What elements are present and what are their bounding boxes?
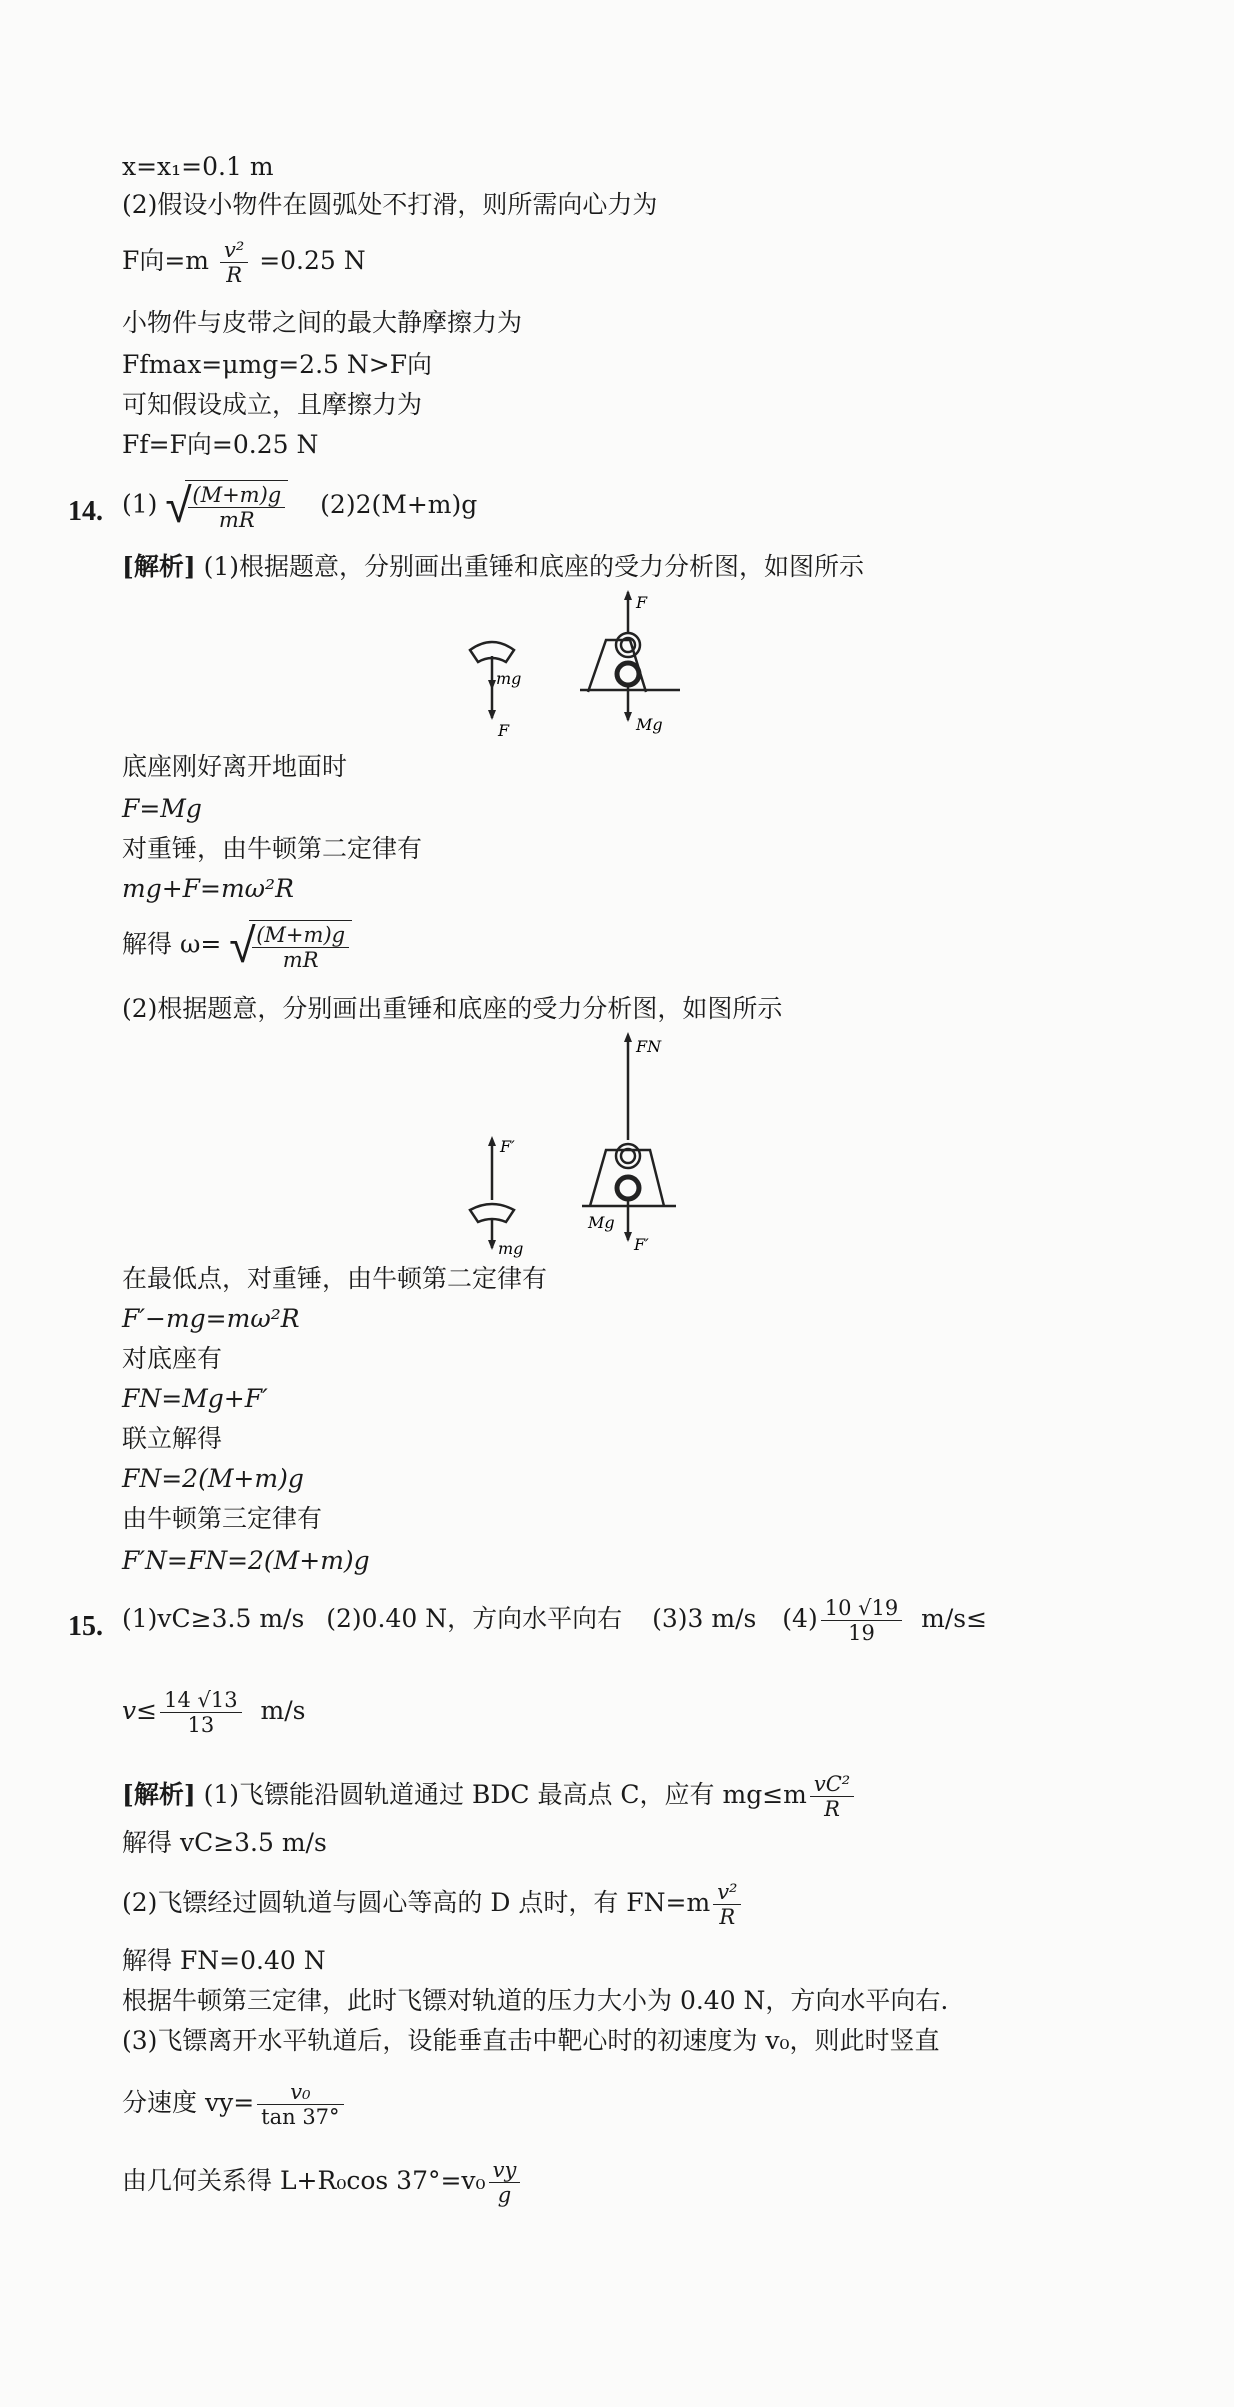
answer-part: m/s≤ — [921, 1604, 988, 1633]
fraction — [713, 1880, 741, 1929]
text-line: 由牛顿第三定律有 — [122, 1504, 323, 1533]
numerator: vy — [492, 2158, 517, 2182]
answer-line — [122, 1688, 306, 1737]
equation-line: 解得 FN=0.40 N — [122, 1946, 326, 1975]
denominator: mR — [188, 507, 285, 532]
question-number: 15. — [68, 1611, 103, 1642]
arrowhead — [624, 590, 632, 600]
radical-sign: √ — [229, 918, 256, 974]
denominator: g — [489, 2182, 521, 2207]
equation-line: mg+F=mω²R — [122, 874, 294, 903]
label-Mg: Mg — [636, 715, 663, 734]
equation-line: F′N=FN=2(M+m)g — [122, 1546, 370, 1575]
text-line: 对重锤，由牛顿第二定律有 — [122, 834, 423, 863]
equation-line: FN=Mg+F′ — [122, 1384, 268, 1413]
equation-line — [122, 238, 366, 287]
denominator: mR — [252, 947, 349, 972]
answer-part: (3)3 m/s — [652, 1604, 757, 1633]
label-Mg: Mg — [588, 1213, 615, 1232]
paragraph-text: 分速度 vy= — [122, 2088, 255, 2117]
pulley-top — [616, 633, 640, 657]
force-diagram-2 — [460, 1030, 710, 1270]
numerator: v² — [717, 1880, 738, 1904]
text-line — [122, 1772, 857, 1821]
denominator: 19 — [821, 1620, 903, 1645]
text-line: 对底座有 — [122, 1344, 223, 1373]
equation-line: F=Mg — [122, 794, 202, 823]
equation-line: Ffmax=μmg=2.5 N>F向 — [122, 350, 433, 379]
label-F-down: F — [498, 721, 510, 740]
denominator: tan 37° — [257, 2104, 343, 2129]
denominator: R — [220, 262, 248, 287]
answer-part: (1) — [122, 489, 158, 519]
text-line — [122, 1880, 744, 1929]
answer-part: (2)0.40 N，方向水平向右 — [326, 1604, 623, 1633]
equation-part: 解得 ω= — [122, 929, 222, 959]
fraction — [810, 1772, 854, 1821]
answer-part: (1)vC≥3.5 m/s — [122, 1604, 305, 1633]
label-F: F — [636, 593, 648, 612]
fraction — [160, 1688, 242, 1737]
numerator: 10 √19 — [824, 1596, 899, 1620]
radical-sign: √ — [165, 478, 192, 534]
answer-part: m/s — [260, 1696, 306, 1725]
paragraph-text: (2)飞镖经过圆轨道与圆心等高的 D 点时，有 FN=m — [122, 1888, 711, 1917]
equation-part: F向=m — [122, 246, 209, 275]
text-line: 小物件与皮带之间的最大静摩擦力为 — [122, 308, 523, 337]
text-line: 联立解得 — [122, 1424, 223, 1453]
denominator: R — [810, 1796, 854, 1821]
force-diagram-1 — [460, 590, 710, 750]
axle-ring — [617, 1177, 639, 1199]
analysis-label: [解析] — [122, 1780, 196, 1809]
answer-part: (2)2(M+m)g — [320, 489, 478, 519]
square-root — [165, 480, 288, 532]
text-line: (3)飞镖离开水平轨道后，设能垂直击中靶心时的初速度为 v₀，则此时竖直 — [122, 2026, 940, 2055]
arrowhead — [488, 680, 496, 690]
equation-line: F′−mg=mω²R — [122, 1304, 300, 1333]
fraction — [252, 923, 349, 972]
numerator: vC² — [813, 1772, 851, 1796]
text-line: (2)根据题意，分别画出重锤和底座的受力分析图，如图所示 — [122, 994, 783, 1023]
arrowhead — [488, 1136, 496, 1146]
denominator: 13 — [160, 1712, 242, 1737]
axle-ring — [617, 663, 639, 685]
paragraph-text: 由几何关系得 L+R₀cos 37°=v₀ — [122, 2166, 486, 2195]
label-FN: FN — [636, 1037, 662, 1056]
numerator: (M+m)g — [192, 483, 282, 507]
analysis-label: [解析] — [122, 552, 196, 581]
equation-part: =0.25 N — [259, 246, 366, 275]
arrowhead — [488, 1240, 496, 1250]
pulley-top — [616, 1144, 640, 1168]
label-F-prime-down: F′ — [634, 1235, 649, 1254]
answer-part: (4) — [782, 1604, 818, 1633]
label-mg: mg — [498, 1239, 524, 1258]
answer-line — [122, 480, 477, 532]
paragraph-text: (1)根据题意，分别画出重锤和底座的受力分析图，如图所示 — [203, 552, 865, 581]
equation-line — [122, 920, 352, 972]
numerator: (M+m)g — [256, 923, 346, 947]
arrowhead — [624, 1232, 632, 1242]
equation-line: Ff=F向=0.25 N — [122, 430, 319, 459]
label-mg: mg — [496, 669, 522, 688]
arrowhead — [624, 1032, 632, 1042]
text-line: 根据牛顿第三定律，此时飞镖对轨道的压力大小为 0.40 N，方向水平向右. — [122, 1986, 949, 2015]
text-line: 可知假设成立，且摩擦力为 — [122, 390, 423, 419]
fraction — [489, 2158, 521, 2207]
answer-part: v≤ — [122, 1696, 158, 1725]
question-number: 14. — [68, 496, 103, 527]
fraction — [188, 483, 285, 532]
text-line: 底座刚好离开地面时 — [122, 752, 348, 781]
text-line: (2)假设小物件在圆弧处不打滑，则所需向心力为 — [122, 190, 658, 219]
equation-line — [122, 2158, 523, 2207]
fraction — [821, 1596, 903, 1645]
text-line — [122, 550, 864, 584]
answer-line — [122, 1596, 987, 1645]
label-F-prime-up: F′ — [500, 1137, 515, 1156]
arrowhead — [488, 710, 496, 720]
numerator: v² — [223, 238, 245, 262]
fraction — [257, 2080, 343, 2129]
hammer-shape — [470, 1204, 514, 1222]
equation-line: FN=2(M+m)g — [122, 1464, 304, 1493]
fraction — [220, 238, 248, 287]
paragraph-text: (1)飞镖能沿圆轨道通过 BDC 最高点 C，应有 mg≤m — [203, 1780, 807, 1809]
text-line: x=x₁=0.1 m — [122, 152, 274, 181]
square-root — [229, 920, 352, 972]
denominator: R — [713, 1904, 741, 1929]
text-line: 在最低点，对重锤，由牛顿第二定律有 — [122, 1264, 548, 1293]
equation-line — [122, 2080, 347, 2129]
numerator: 14 √13 — [164, 1688, 238, 1712]
equation-line: 解得 vC≥3.5 m/s — [122, 1828, 327, 1857]
arrowhead — [624, 712, 632, 722]
numerator: v₀ — [290, 2080, 311, 2104]
